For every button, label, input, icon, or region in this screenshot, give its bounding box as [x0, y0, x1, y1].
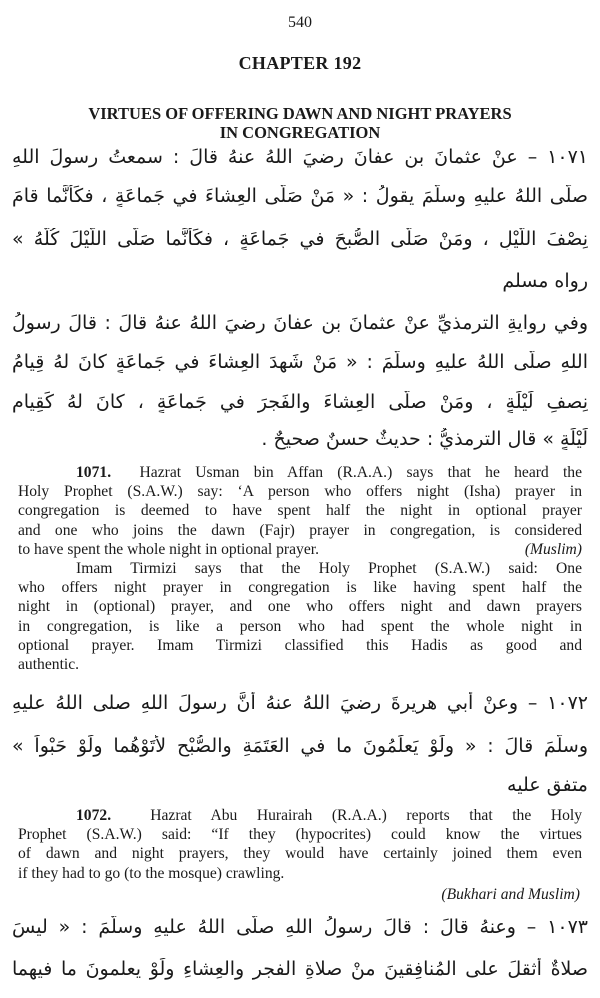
english-line-with-source: [18, 540, 582, 559]
arabic-hadith-1073-line: صلاةٌ أثقلَ على المُنافِقينَ منْ صلاةِ الفجرِ والعِشاءِ ولَوْ يعلمونَ ما فيهما: [12, 958, 588, 980]
english-translation-tirmizi: [18, 559, 582, 674]
arabic-hadith-1071-line: ١٠٧١ – عنْ عثمانَ بنِ عفانَ رضيَ اللهُ عنهُ قالَ : سمعتُ رسولَ اللهِ: [12, 146, 588, 168]
hadith-source: (Muslim): [524, 540, 582, 558]
english-line: and one who joins the dawn (Fajr) prayer in congregation, is considered: [18, 521, 582, 539]
english-line: to have spent the whole night in optional prayer.: [18, 540, 319, 558]
english-line: optional prayer. Imam Tirmizi classified this Hadis as good and: [18, 636, 582, 654]
chapter-title: [20, 104, 580, 142]
arabic-tirmizi-line: وفي روايةِ الترمذيِّ عنْ عثمانَ بنِ عفانَ رضيَ اللهُ عنهُ قالَ : قالَ رسولُ: [12, 312, 588, 334]
hadith-number: 1072.: [76, 807, 112, 824]
arabic-tirmizi-line: اللهِ صلَّى اللهُ عليهِ وسلَّمَ : « مَنْ شَهِدَ العِشاءَ في جَماعَةٍ كانَ لهُ قِيامُ: [12, 351, 588, 373]
arabic-hadith-1071-line: نِصْفَ اللَّيْلِ ، ومَنْ صَلَّى الصُّبحَ في جَماعَةٍ ، فكَأنَّما صَلَّى اللَّيْلَ كُلَّهُ »: [12, 228, 588, 250]
english-line: Holy Prophet (S.A.W.) say: ‘A person who offers night (Isha) prayer in: [18, 483, 582, 501]
english-line: who offers night prayer in congregation is like having spent half the: [18, 579, 582, 597]
arabic-hadith-1072-line: ١٠٧٢ – وعنْ أبي هريرةَ رضيَ اللهُ عنهُ أنَّ رسولَ اللهِ صلى اللهُ عليهِ: [12, 692, 588, 714]
english-line: if they had to go (to the mosque) crawling.: [18, 864, 285, 882]
english-line: in congregation, is like a person who had spent the whole night in: [18, 617, 582, 635]
arabic-hadith-1071-line: صلَّى اللهُ عليهِ وسلَّمَ يقولُ : « مَنْ صَلَّى العِشاءَ في جَماعَةٍ ، فكَأنَّما قامَ: [12, 185, 588, 207]
english-line: 1072. Hazrat Abu Hurairah (R.A.A.) reports that the Holy: [76, 807, 582, 824]
arabic-hadith-source: رواه مسلم: [502, 270, 588, 292]
english-translation-1072: [18, 806, 582, 883]
english-line: 1071. Hazrat Usman bin Affan (R.A.A.) says that he heard the: [76, 464, 582, 481]
english-line: Prophet (S.A.W.) said: “If they (hypocrites) could know the virtues: [18, 826, 582, 844]
hadith-source: (Bukhari and Muslim): [441, 886, 580, 903]
chapter-heading: CHAPTER 192: [238, 53, 362, 73]
arabic-tirmizi-line: لَيْلَةٍ » قال الترمذيُّ : حديثٌ حسنٌ صحيحٌ .: [261, 428, 588, 450]
english-line: night in (optional) prayer, and one who offers night and dawn prayers: [18, 598, 582, 616]
arabic-hadith-1072-line: وسلَّمَ قالَ : « ولَوْ يَعلَمُونَ ما في العَتَمَةِ والصُّبْحِ لأتَوْهُما ولَوْ حَبْواً »: [12, 735, 588, 757]
chapter-title-line-1: VIRTUES OF OFFERING DAWN AND NIGHT PRAYERS: [88, 104, 512, 123]
page-number: 540: [288, 14, 312, 31]
english-line: Imam Tirmizi says that the Holy Prophet (S.A.W.) said: One: [76, 560, 582, 577]
chapter-title-line-2: IN CONGREGATION: [219, 123, 381, 142]
english-translation-1071: [18, 463, 582, 559]
english-line: of dawn and night prayers, they would have certainly joined them even: [18, 845, 582, 863]
arabic-tirmizi-line: نِصفِ لَيْلَةٍ ، ومَنْ صلَّى العِشاءَ والفَجرَ في جَماعَةٍ ، كانَ لهُ كَقِيامِ: [12, 391, 588, 413]
arabic-hadith-1073-line: ١٠٧٣ – وعنهُ قالَ : قالَ رسولُ اللهِ صلَّى اللهُ عليهِ وسلَّمَ : « ليسَ: [12, 916, 588, 938]
english-line: congregation is deemed to have spent half the night in optional prayer: [18, 502, 582, 520]
arabic-hadith-source: متفق عليه: [507, 774, 588, 796]
hadith-number: 1071.: [76, 464, 112, 481]
english-line: authentic.: [18, 655, 80, 673]
